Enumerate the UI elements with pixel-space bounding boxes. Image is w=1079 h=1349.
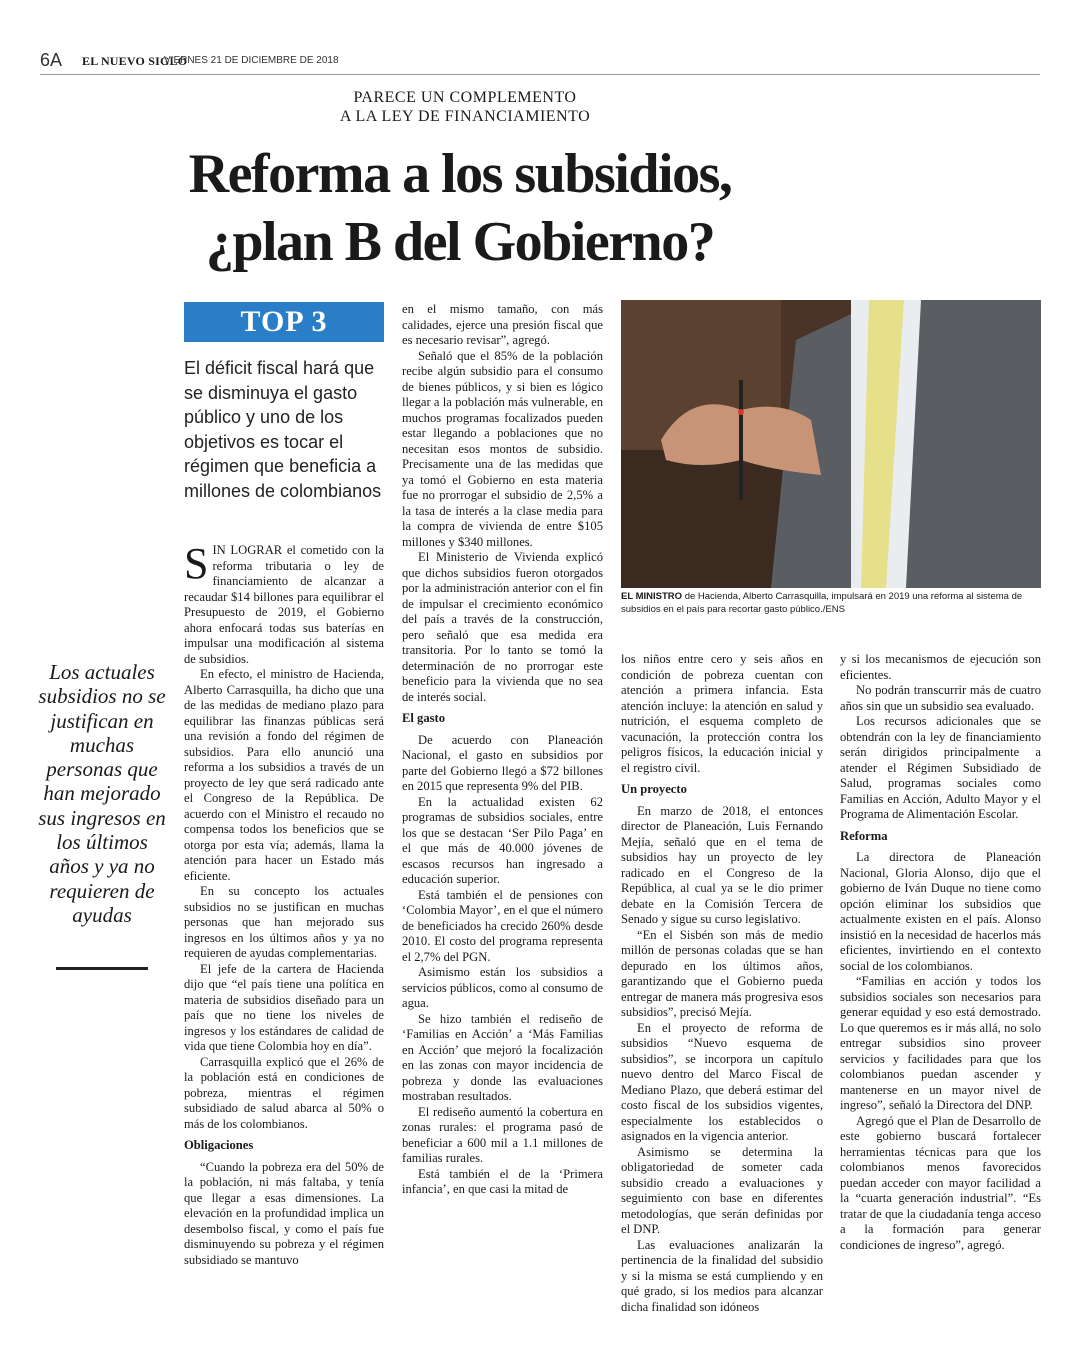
subhead-obligaciones: Obligaciones [184, 1138, 254, 1152]
paragraph: los niños entre cero y seis años en condición de pobreza cuentan con atención a primera infancia. Esta atención incluye: la atención en salud y nutrición, el esquema completo de vacunación, la protección contra los peligros físicos, la educación inicial y el registro civil. [621, 652, 823, 775]
minister-photo-illustration [621, 300, 1041, 588]
paragraph: Está también el de la ‘Primera infancia’, en que casi la mitad de [402, 1166, 603, 1196]
page-number: 6A [40, 50, 63, 70]
body-column-1 [184, 539, 384, 1268]
paragraph: En el proyecto de reforma de subsidios “Nuevo esquema de subsidios”, se incorpora un capítulo nuevo dentro del Marco Fiscal de Mediano Plazo, que deberá estimar del costo fiscal de los subsidios vigentes, especialmente los establecidos o asignados en la vigencia anterior. [621, 1020, 823, 1143]
paragraph: en el mismo tamaño, con más calidades, ejerce una presión fiscal que es necesario revisar”, agregó. [402, 302, 603, 347]
caption-lead: EL MINISTRO [621, 591, 683, 602]
paragraph: En efecto, el ministro de Hacienda, Alberto Carrasquilla, ha dicho que una de las medidas de mediano plazo para equilibrar las finanzas públicas será una revisión a fondo del régimen de subsidios. Para ello anunció una reforma a los subsidios a través de un proyecto de ley que será radicado ante el Congreso de la República. De acuerdo con el Ministro el recaudo no compensa todos los beneficios que se otorga por esta vía; además, llama la atención para hacer un Estado más eficiente. [184, 667, 384, 883]
pullquote: Los actuales subsidios no se justifican en muchas personas que han mejorado sus ingresos en los últimos años y ya no requieren de ayudas [38, 660, 166, 927]
subhead-reforma: Reforma [840, 828, 888, 843]
paragraph: y si los mecanismos de ejecución son eficientes. [840, 652, 1041, 682]
pullquote-rule [56, 967, 148, 970]
paragraph: En la actualidad existen 62 programas de subsidios sociales, entre los que se destacan ‘Ser Pilo Paga’ en el que más de 40.000 jóvenes de escasos recursos han ingresado a educación superior. [402, 794, 603, 886]
body-column-4 [840, 652, 1041, 1253]
header-rule [40, 74, 1040, 75]
paragraph: La directora de Planeación Nacional, Gloria Alonso, dijo que el gobierno de Iván Duque no tiene como opción eliminar los subsidios que actualmente existen en el país. Alonso insistió en la necesidad de hacerlos más eficientes, invirtiendo en el contexto social de los colombianos. [840, 850, 1041, 973]
caption-text: de Hacienda, Alberto Carrasquilla, impulsará en 2019 una reforma al sistema de subsidios en el país para recortar gasto público./ENS [621, 591, 1023, 615]
paragraph: En su concepto los actuales subsidios no se justifican en muchas personas que han mejorado sus ingresos en los últimos años y ya no requieren de ayudas complementarias. [184, 884, 384, 960]
paragraph: Los recursos adicionales que se obtendrán con la ley de financiamiento serán dirigidos principalmente a atender el Régimen Subsidiado de Salud, programas sociales como Familias en Acción, Adulto Mayor y el Programa de Alimentación Escolar. [840, 714, 1041, 821]
paragraph-text: IN LOGRAR el cometido con la reforma tributaria o ley de financiamiento de alcanzar a recaudar $14 billones para equilibrar el Presupuesto de 2019, el Gobierno ahora enfocará todas sus baterías en impulsar una modificación al sistema de subsidios. [184, 543, 384, 666]
top3-badge: TOP 3 [184, 302, 384, 342]
paragraph: “Cuando la pobreza era del 50% de la población, ni más faltaba, y tenía que llegar a esas dimensiones. La elevación en la profundidad implica un desembolso fiscal, y como el país fue disminuyendo su pobreza y el régimen subsidiado se mantuvo [184, 1159, 384, 1267]
headline-line-1: Reforma a los subsidios, [188, 143, 732, 205]
page-header [40, 50, 1040, 72]
masthead: EL NUEVO SIGLO [82, 54, 188, 68]
paragraph: No podrán transcurrir más de cuatro años sin que un subsidio sea evaluado. [840, 683, 1041, 713]
kicker-line-1: PARECE UN COMPLEMENTO [353, 89, 577, 106]
paragraph: En marzo de 2018, el entonces director de Planeación, Luis Fernando Mejía, señaló que en el tema de subsidios hay un proyecto de ley radicado en el Congreso de la República, al cual ya se le dio primer debate en la Comisión Tercera de Senado y sigue su curso legislativo. [621, 803, 823, 926]
paragraph: Señaló que el 85% de la población recibe algún subsidio para el consumo de bienes públicos, y si bien es lógico llegar a la población más vulnerable, en muchos programas focalizados pueden estar llegando a poblaciones que no necesitan esos montos de subsidio. Precisamente una de las medidas que ya tomó el Gobierno en esta materia fue no prorrogar el subsidio de 2,5% a la tasa de interés a la clase media para la compra de vivienda de entre $105 millones y $340 millones. [402, 348, 603, 549]
paragraph: Las evaluaciones analizarán la pertinencia de la finalidad del subsidio y si la misma se está cumpliendo y en qué grado, si los medios para alcanzar dicha finalidad son idóneos [621, 1237, 823, 1314]
paragraph [184, 539, 384, 667]
headline-line-2: ¿plan B del Gobierno? [205, 211, 715, 273]
headline [150, 140, 770, 276]
kicker [300, 88, 630, 126]
paragraph: “Familias en acción y todos los subsidios sociales son necesarios para generar equidad y eso está demostrado. Lo que queremos es ir más allá, no solo entregar subsidios sino proveer servicios y facilidades para que los colombianos puedan ascender y mantenerse en un mayor nivel de ingreso”, señaló la Directora del DNP. [840, 974, 1041, 1112]
paragraph: El jefe de la cartera de Hacienda dijo que “el país tiene una política en materia de subsidios diseñado para un país que no tiene los niveles de ingresos y los estándares de calidad de vida que tiene Colombia hoy en día”. [184, 961, 384, 1053]
paragraph: Está también el de pensiones con ‘Colombia Mayor’, en el que el número de beneficiados ha crecido 260% desde 2010. El costo del programa representa el 2,7% del PGN. [402, 887, 603, 964]
kicker-line-2: A LA LEY DE FINANCIAMIENTO [339, 108, 591, 125]
dateline: VIERNES 21 DE DICIEMBRE DE 2018 [164, 55, 339, 66]
paragraph: Se hizo también el rediseño de ‘Familias en Acción’ a ‘Más Familias en Acción’ que mejoró la focalización en las zonas con mayor incidencia de pobreza y donde las evaluaciones mostraban resultados. [402, 1011, 603, 1103]
paragraph: “En el Sisbén son más de medio millón de personas coladas que se han depurado en los últimos años, garantizando que el Gobierno pueda entregar de manera más progresiva esos subsidios”, precisó Mejía. [621, 927, 823, 1019]
article-summary: El déficit fiscal hará que se disminuya el gasto público y uno de los objetivos es tocar el régimen que beneficia a millones de colombianos [184, 358, 382, 501]
body-column-2 [402, 302, 603, 1198]
drop-cap: S [184, 539, 209, 588]
minister-photo [621, 300, 1041, 588]
photo-caption [621, 590, 1041, 616]
subhead-proyecto: Un proyecto [621, 782, 687, 796]
paragraph: Asimismo están los subsidios a servicios públicos, como al consumo de agua. [402, 965, 603, 1010]
paragraph: De acuerdo con Planeación Nacional, el gasto en subsidios por parte del Gobierno llegó a $72 billones en 2015 que representa 9% del PIB. [402, 732, 603, 793]
paragraph: El Ministerio de Vivienda explicó que dichos subsidios fueron otorgados por la administración anterior con el fin de impulsar el crecimiento económico del país a través de la construcción, pero señaló que esa medida era transitoria. Por lo tanto se tomó la determinación de no prorrogar este beneficio para la vivienda que no sea de interés social. [402, 550, 603, 704]
paragraph: Asimismo se determina la obligatoriedad de someter cada subsidio creado a evaluaciones y seguimiento con base en diferentes metodologías, que serán definidas por el DNP. [621, 1144, 823, 1236]
paragraph: El rediseño aumentó la cobertura en zonas rurales: el programa pasó de beneficiar a 600 mil a 1.1 millones de familias rurales. [402, 1104, 603, 1165]
paragraph: Agregó que el Plan de Desarrollo de este gobierno buscará fortalecer herramientas técnicas para que los colombianos menos favorecidos puedan acceder con mayor facilidad a la “cuarta generación industrial”. “Es tratar de que la ciudadanía tenga acceso a la formación para generar condiciones de ingreso”, agregó. [840, 1113, 1041, 1252]
paragraph: Carrasquilla explicó que el 26% de la población está en condiciones de pobreza, mientras el régimen subsidiado de salud abarca al 50% o más de los colombianos. [184, 1054, 384, 1131]
subhead-gasto: El gasto [402, 711, 446, 725]
body-column-3 [621, 652, 823, 1315]
